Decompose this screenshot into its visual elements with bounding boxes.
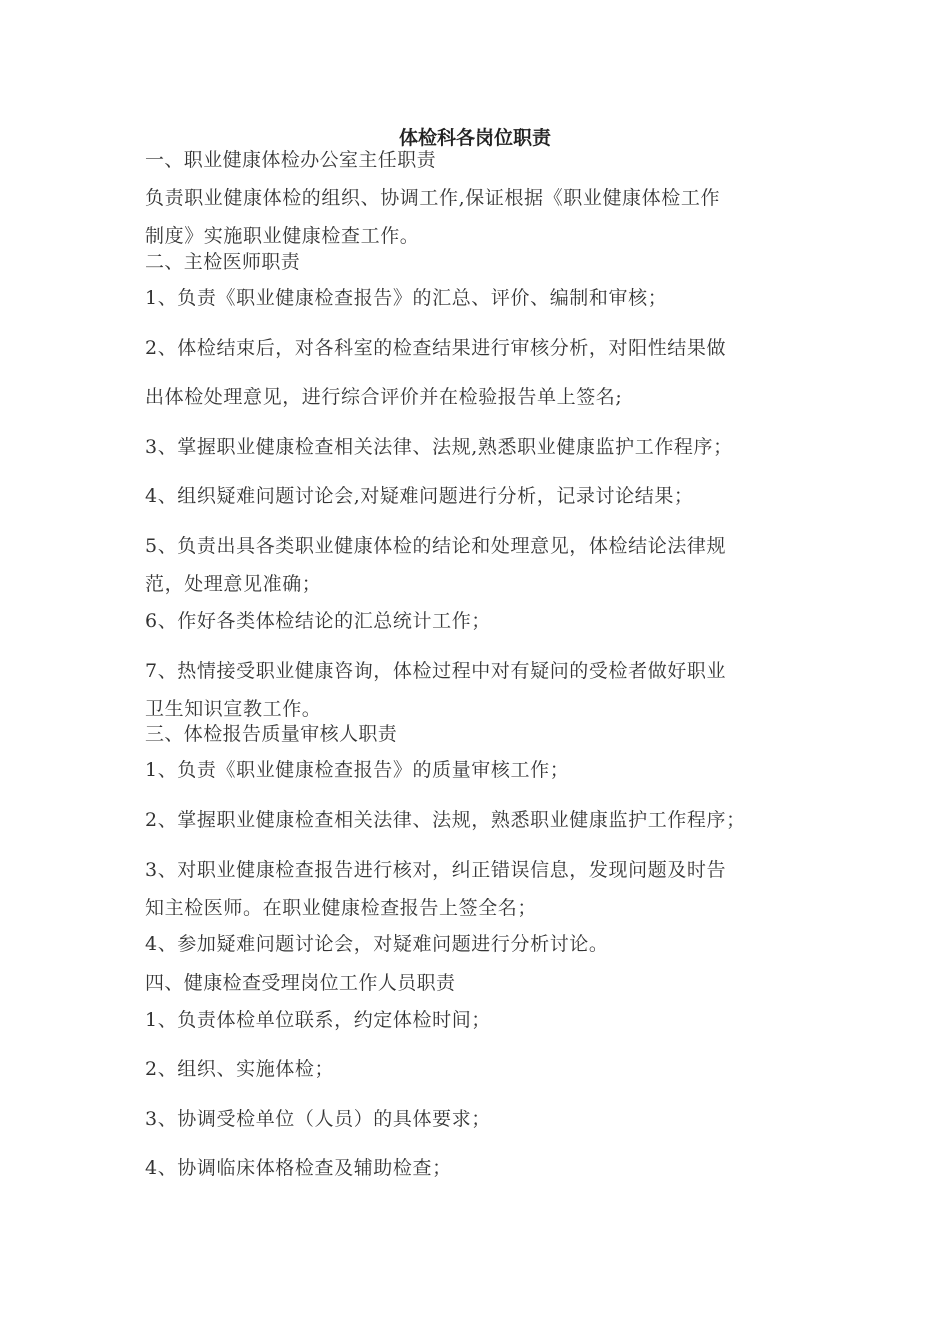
list-item: 1、负责《职业健康检查报告》的汇总、评价、编制和审核； xyxy=(145,287,668,309)
list-item: 4、组织疑难问题讨论会,对疑难问题进行分析，记录讨论结果； xyxy=(145,485,694,507)
list-item: 6、作好各类体检结论的汇总统计工作； xyxy=(145,610,491,632)
section-heading-2: 二、主检医师职责 xyxy=(145,251,301,273)
list-item: 7、热情接受职业健康咨询，体检过程中对有疑问的受检者做好职业 xyxy=(145,660,727,682)
list-item-continuation: 范，处理意见准确； xyxy=(145,573,322,595)
list-item-continuation: 卫生知识宣教工作。 xyxy=(145,698,322,720)
list-item: 1、负责体检单位联系，约定体检时间； xyxy=(145,1009,491,1031)
list-item: 2、组织、实施体检； xyxy=(145,1058,335,1080)
list-item: 4、协调临床体格检查及辅助检查； xyxy=(145,1157,452,1179)
list-item: 2、体检结束后，对各科室的检查结果进行审核分析，对阳性结果做 xyxy=(145,337,727,359)
section-heading-3: 三、体检报告质量审核人职责 xyxy=(145,723,398,745)
list-item-continuation: 出体检处理意见，进行综合评价并在检验报告单上签名; xyxy=(145,386,623,408)
list-item-continuation: 知主检医师。在职业健康检查报告上签全名； xyxy=(145,897,538,919)
list-item: 1、负责《职业健康检查报告》的质量审核工作； xyxy=(145,759,570,781)
list-item: 3、协调受检单位（人员）的具体要求； xyxy=(145,1108,491,1130)
list-item: 3、掌握职业健康检查相关法律、法规,熟悉职业健康监护工作程序； xyxy=(145,436,733,458)
paragraph-line: 负责职业健康体检的组织、协调工作,保证根据《职业健康体检工作 xyxy=(145,187,721,209)
document-title: 体检科各岗位职责 xyxy=(398,127,551,149)
list-item: 2、掌握职业健康检查相关法律、法规，熟悉职业健康监护工作程序； xyxy=(145,809,746,831)
section-heading-4: 四、健康检查受理岗位工作人员职责 xyxy=(145,972,456,994)
section-heading-1: 一、职业健康体检办公室主任职责 xyxy=(145,149,437,171)
paragraph-line: 制度》实施职业健康检查工作。 xyxy=(145,225,420,247)
list-item: 4、参加疑难问题讨论会，对疑难问题进行分析讨论。 xyxy=(145,933,609,955)
list-item: 3、对职业健康检查报告进行核对，纠正错误信息，发现问题及时告 xyxy=(145,859,727,881)
list-item: 5、负责出具各类职业健康体检的结论和处理意见，体检结论法律规 xyxy=(145,535,727,557)
